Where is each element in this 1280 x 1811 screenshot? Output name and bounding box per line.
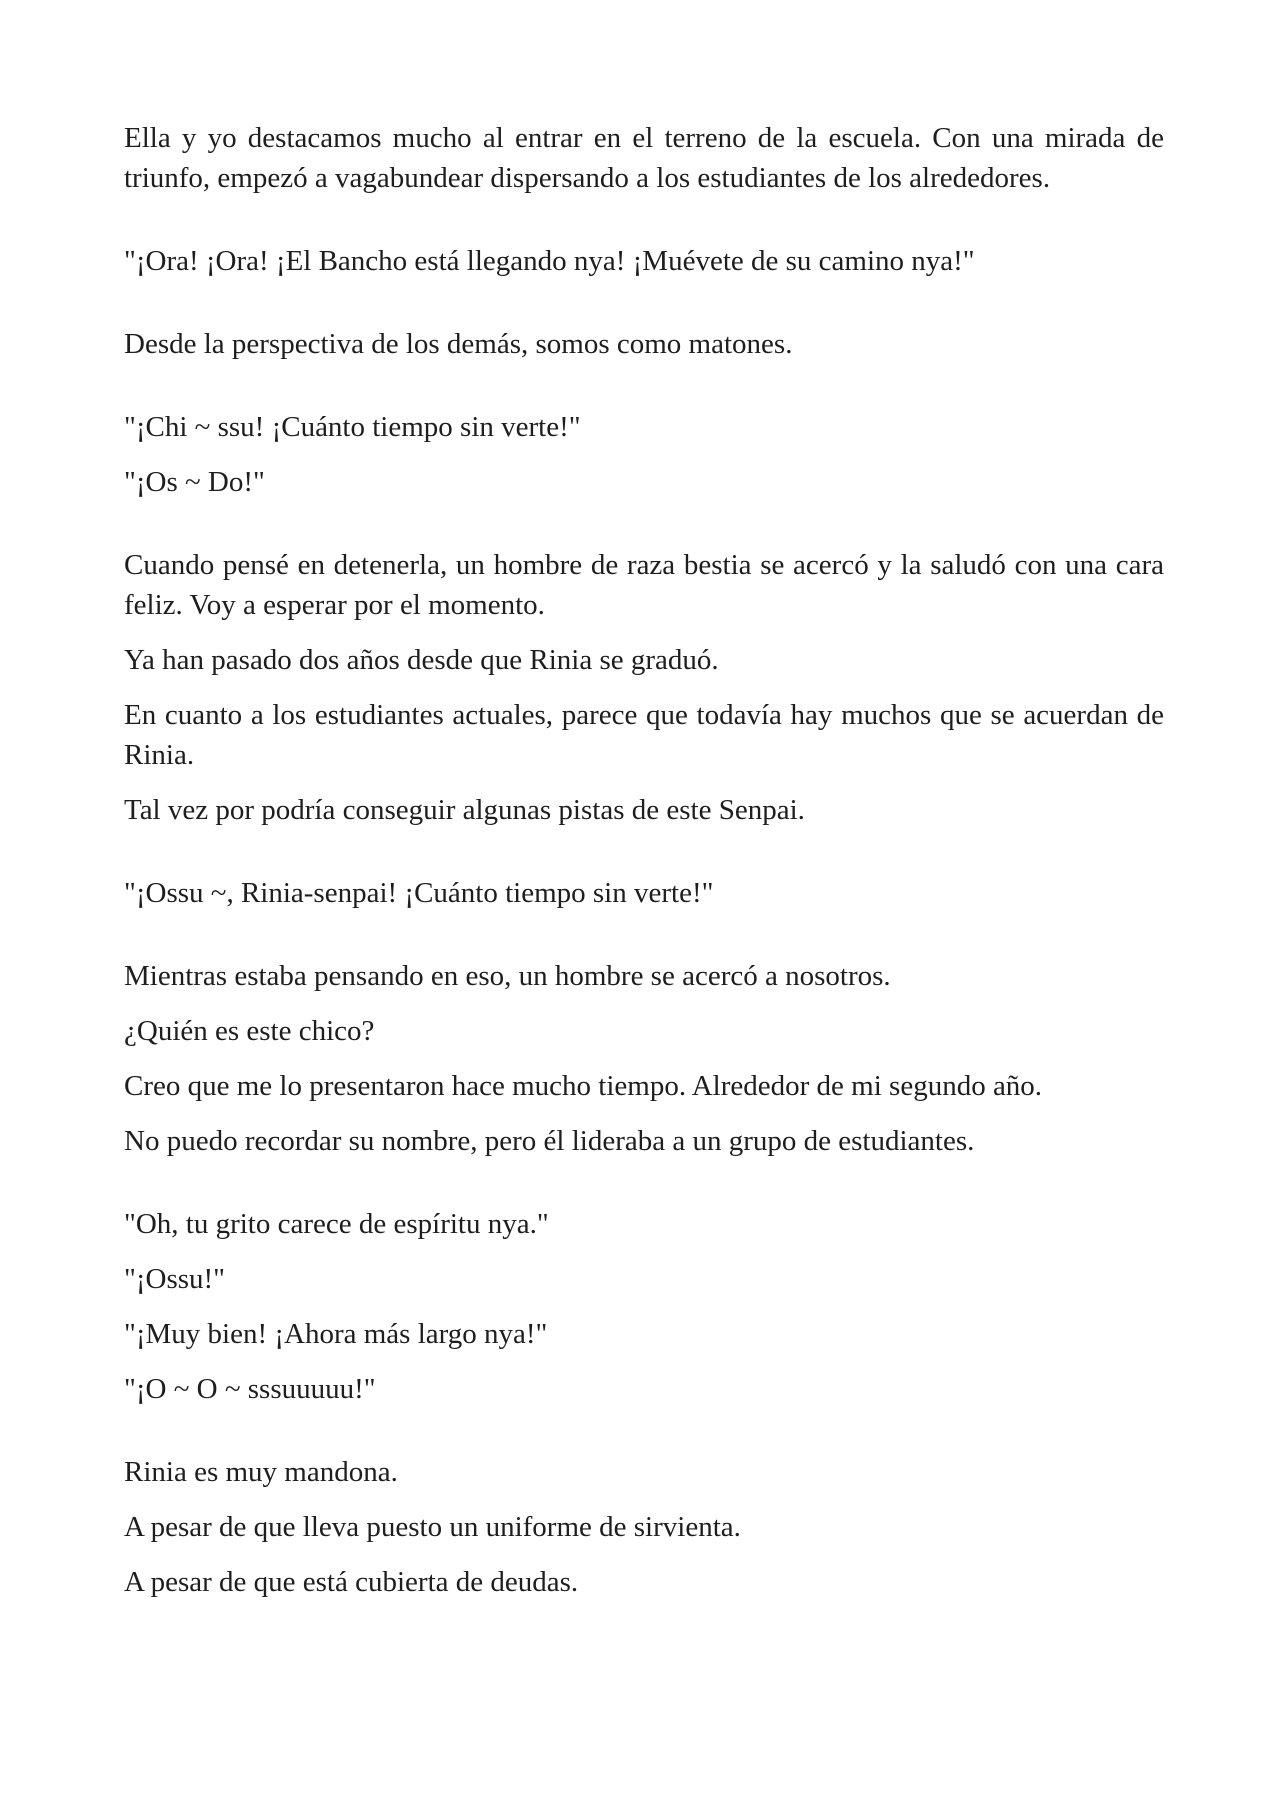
paragraph-8: En cuanto a los estudiantes actuales, parece que todavía hay muchos que se acuerdan de Rinia. xyxy=(124,699,1164,771)
paragraph-9: Tal vez por podría conseguir algunas pistas de este Senpai. xyxy=(124,794,805,826)
paragraph-gap xyxy=(124,379,1164,407)
paragraph-20: A pesar de que lleva puesto un uniforme de sirvienta. xyxy=(124,1511,741,1543)
paragraph-10: "¡Ossu ~, Rinia-senpai! ¡Cuánto tiempo sin verte!" xyxy=(124,877,714,909)
paragraph-17: "¡Muy bien! ¡Ahora más largo nya!" xyxy=(124,1318,548,1350)
paragraph-gap xyxy=(124,1176,1164,1204)
document-page xyxy=(124,118,1164,1617)
paragraph-12: ¿Quién es este chico? xyxy=(124,1015,375,1047)
paragraph-gap xyxy=(124,1424,1164,1452)
paragraph-gap xyxy=(124,296,1164,324)
paragraph-4: "¡Chi ~ ssu! ¡Cuánto tiempo sin verte!" xyxy=(124,411,581,443)
paragraph-3: Desde la perspectiva de los demás, somos como matones. xyxy=(124,328,793,360)
paragraph-5: "¡Os ~ Do!" xyxy=(124,466,265,498)
paragraph-21: A pesar de que está cubierta de deudas. xyxy=(124,1566,579,1598)
paragraph-gap xyxy=(124,845,1164,873)
paragraph-16: "¡Ossu!" xyxy=(124,1263,226,1295)
paragraph-gap xyxy=(124,213,1164,241)
paragraph-7: Ya han pasado dos años desde que Rinia se graduó. xyxy=(124,644,719,676)
paragraph-19: Rinia es muy mandona. xyxy=(124,1456,398,1488)
paragraph-2: "¡Ora! ¡Ora! ¡El Bancho está llegando nya! ¡Muévete de su camino nya!" xyxy=(124,245,975,277)
paragraph-gap xyxy=(124,928,1164,956)
paragraph-13: Creo que me lo presentaron hace mucho tiempo. Alrededor de mi segundo año. xyxy=(124,1070,1043,1102)
paragraph-gap xyxy=(124,517,1164,545)
paragraph-6: Cuando pensé en detenerla, un hombre de raza bestia se acercó y la saludó con una cara feliz. Voy a esperar por el momento. xyxy=(124,549,1164,621)
paragraph-11: Mientras estaba pensando en eso, un hombre se acercó a nosotros. xyxy=(124,960,891,992)
paragraph-15: "Oh, tu grito carece de espíritu nya." xyxy=(124,1208,549,1240)
paragraph-18: "¡O ~ O ~ sssuuuuu!" xyxy=(124,1373,376,1405)
paragraph-14: No puedo recordar su nombre, pero él lideraba a un grupo de estudiantes. xyxy=(124,1125,975,1157)
paragraph-1: Ella y yo destacamos mucho al entrar en el terreno de la escuela. Con una mirada de triunfo, empezó a vagabundear dispersando a los estudiantes de los alrededores. xyxy=(124,122,1164,194)
